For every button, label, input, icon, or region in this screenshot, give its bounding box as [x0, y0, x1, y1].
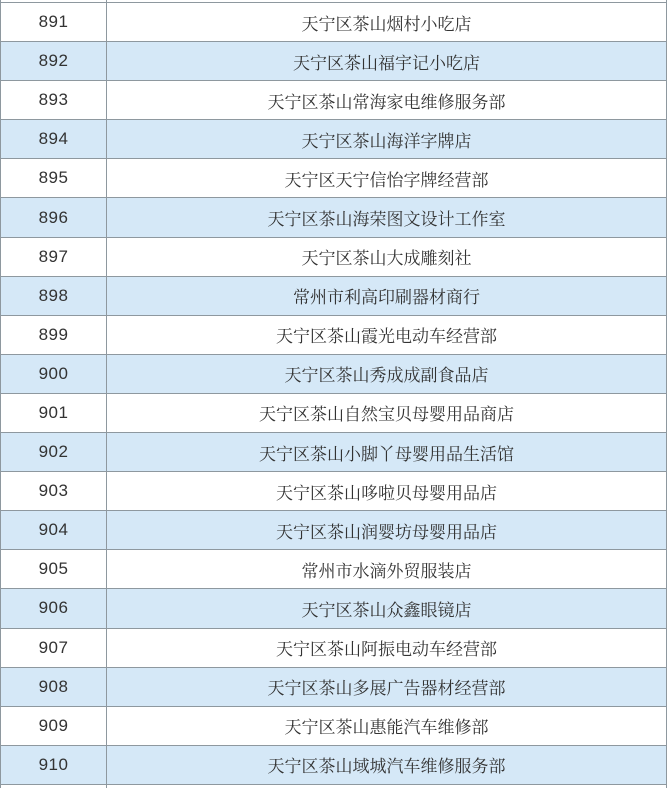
row-name: 天宁区茶山多展广告器材经营部 — [267, 679, 506, 699]
row-name: 天宁区茶山霞光电动车经营部 — [276, 327, 497, 347]
table-row — [1, 394, 666, 433]
row-name: 天宁区茶山海荣图文设计工作室 — [267, 210, 506, 230]
row-name: 常州市水滴外贸服装店 — [301, 561, 472, 581]
row-number: 906 — [1, 589, 107, 627]
table-row — [1, 159, 666, 198]
row-number: 895 — [1, 159, 107, 197]
row-name: 天宁区茶山自然宝贝母婴用品商店 — [259, 405, 514, 425]
row-name: 天宁区茶山大成雕刻社 — [301, 249, 472, 269]
row-number: 902 — [1, 433, 107, 471]
row-number: 901 — [1, 394, 107, 432]
row-number: 898 — [1, 277, 107, 315]
row-number: 891 — [1, 3, 107, 41]
row-number: 904 — [1, 511, 107, 549]
row-name: 天宁区茶山润婴坊母婴用品店 — [276, 522, 497, 542]
row-number: 903 — [1, 472, 107, 510]
row-name: 天宁区茶山秀成成副食品店 — [284, 366, 489, 386]
row-number: 910 — [1, 746, 107, 784]
table-row — [1, 707, 666, 746]
row-name: 天宁区茶山福宇记小吃店 — [293, 53, 480, 73]
row-name: 天宁区茶山众鑫眼镜店 — [301, 600, 472, 620]
table-row — [1, 550, 666, 589]
table-row — [1, 589, 666, 628]
table-row — [1, 42, 666, 81]
row-number: 900 — [1, 355, 107, 393]
row-number: 905 — [1, 550, 107, 588]
row-name: 天宁区茶山烟村小吃店 — [301, 14, 472, 34]
partial-number-cell — [1, 0, 107, 2]
row-name: 天宁区天宁信怡字牌经营部 — [284, 170, 489, 190]
row-number: 894 — [1, 120, 107, 158]
table-row — [1, 668, 666, 707]
row-number: 896 — [1, 198, 107, 236]
table-row — [1, 198, 666, 237]
row-name: 天宁区茶山海洋字牌店 — [301, 131, 472, 151]
table-row — [1, 746, 666, 785]
table-row — [1, 511, 666, 550]
partial-name-cell — [107, 0, 666, 2]
table-row — [1, 238, 666, 277]
row-number: 908 — [1, 668, 107, 706]
table-row — [1, 629, 666, 668]
table-row — [1, 472, 666, 511]
row-name: 天宁区茶山常海家电维修服务部 — [267, 92, 506, 112]
table-row — [1, 120, 666, 159]
row-number: 909 — [1, 707, 107, 745]
row-name: 天宁区茶山哆啦贝母婴用品店 — [276, 483, 497, 503]
row-number: 899 — [1, 316, 107, 354]
row-number: 897 — [1, 238, 107, 276]
row-number: 893 — [1, 81, 107, 119]
row-name: 天宁区茶山阿振电动车经营部 — [276, 640, 497, 660]
row-name: 常州市利高印刷器材商行 — [293, 288, 480, 308]
table-row — [1, 355, 666, 394]
row-name: 天宁区茶山惠能汽车维修部 — [284, 718, 489, 738]
row-number: 907 — [1, 629, 107, 667]
row-number: 892 — [1, 42, 107, 80]
table-row — [1, 81, 666, 120]
table-row — [1, 433, 666, 472]
table-row — [1, 316, 666, 355]
table-row — [1, 277, 666, 316]
row-name: 天宁区茶山域城汽车维修服务部 — [267, 757, 506, 777]
table-row — [1, 3, 666, 42]
row-name: 天宁区茶山小脚丫母婴用品生活馆 — [259, 444, 514, 464]
